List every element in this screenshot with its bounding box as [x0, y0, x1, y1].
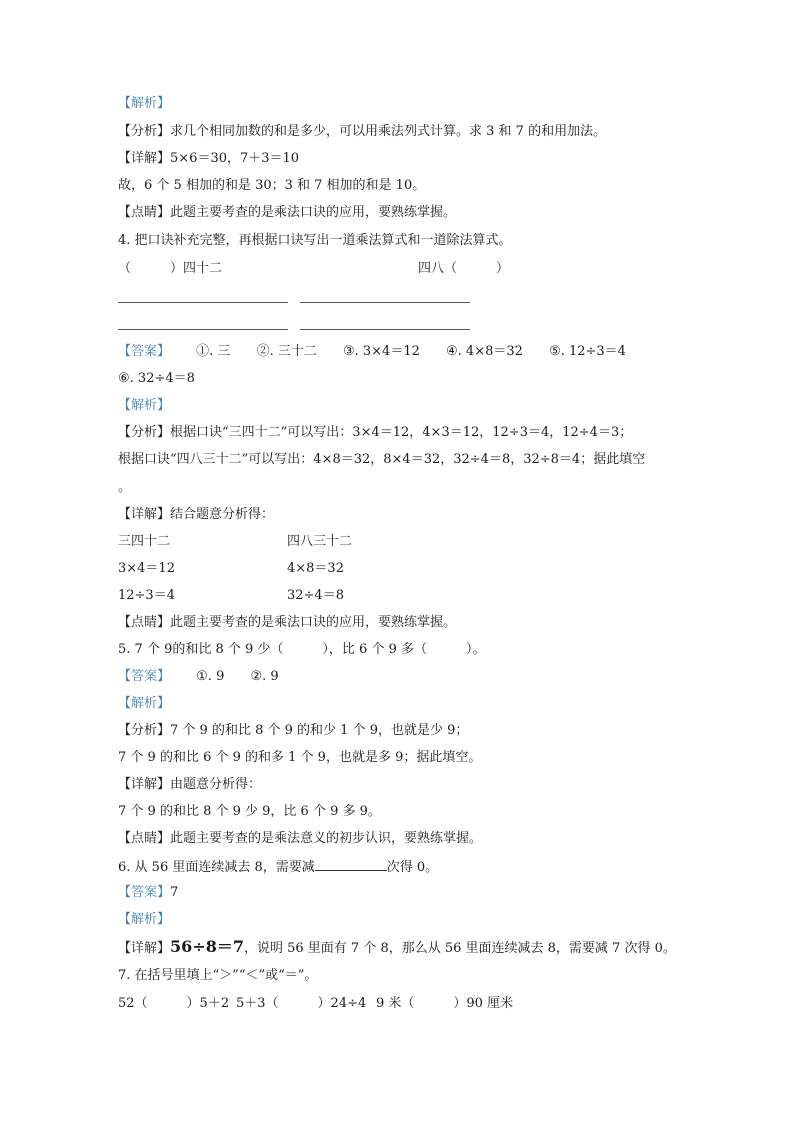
q7-item-1[interactable]: 52（ ）5＋2 — [118, 996, 230, 1011]
q3-xiangjie — [118, 151, 299, 167]
q4-dianjing — [118, 615, 456, 631]
q7-item-3[interactable]: 9 米（ ）90 厘米 — [376, 996, 514, 1011]
answer-5: ⑤. 12÷3＝4 — [549, 344, 626, 359]
q6-xiangjie — [118, 939, 676, 957]
q4-table-row-3-right: 32÷4＝8 — [287, 588, 344, 603]
q6-question-b: 次得 0。 — [386, 860, 439, 875]
fenxi-text: 7 个 9 的和比 8 个 9 的和少 1 个 9，也就是少 9； — [170, 723, 469, 738]
dianjing-text: 此题主要考查的是乘法口诀的应用，要熟练掌握。 — [170, 615, 457, 630]
q6-question-a: 6. 从 56 里面连续减去 8，需要减 — [118, 860, 315, 875]
q5-jiexi-label: 【解析】 — [118, 696, 171, 711]
q4-question: 4. 把口诀补充完整，再根据口诀写出一道乘法算式和一道除法算式。 — [118, 233, 512, 248]
q4-fenxi-3: 。 — [118, 480, 132, 495]
xiangjie-text: ，说明 56 里面有 7 个 8，那么从 56 里面连续减去 8，需要减 7 次得 0。 — [243, 941, 676, 956]
fenxi-tag: 【分析】 — [118, 723, 171, 738]
q3-fenxi — [118, 124, 606, 140]
q7-item-2[interactable]: 5＋3（ ）24÷4 — [236, 996, 367, 1011]
xiangjie-formula: 56÷8＝7 — [170, 937, 244, 956]
answer-value: 7 — [170, 885, 179, 900]
q4-blank-left[interactable]: （ ）四十二 — [118, 261, 223, 276]
q4-table-row-2-right: 4×8＝32 — [287, 561, 344, 576]
fenxi-tag: 【分析】 — [118, 425, 171, 440]
q5-fenxi-1 — [118, 723, 468, 739]
answer-4: ④. 4×8＝32 — [446, 344, 523, 359]
q3-conclusion: 故，6 个 5 相加的和是 30；3 和 7 相加的和是 10。 — [118, 178, 426, 193]
fenxi-tag: 【分析】 — [118, 124, 171, 139]
xiangjie-tag: 【详解】 — [118, 777, 171, 792]
answer-1: ①. 9 — [196, 669, 225, 684]
q4-answer — [118, 344, 626, 360]
q3-jiexi-label: 【解析】 — [118, 96, 171, 111]
xiangjie-text: 5×6＝30，7＋3＝10 — [170, 151, 300, 166]
q4-jiexi-label: 【解析】 — [118, 398, 171, 413]
xiangjie-tag: 【详解】 — [118, 507, 171, 522]
q4-table-row-1-right: 四八三十二 — [287, 534, 353, 549]
q4-fenxi-1 — [118, 425, 632, 441]
q3-dianjing — [118, 205, 456, 221]
q4-answer-line-4[interactable] — [300, 329, 470, 330]
answer-tag: 【答案】 — [118, 885, 171, 900]
q5-answer — [118, 669, 279, 685]
fenxi-text: 根据口诀“三四十二”可以写出：3×4＝12，4×3＝12，12÷3＝4，12÷4＝3； — [170, 425, 633, 440]
dianjing-text: 此题主要考查的是乘法意义的初步认识，要熟练掌握。 — [170, 831, 483, 846]
answer-1: ①. 三 — [196, 344, 231, 359]
xiangjie-tag: 【详解】 — [118, 941, 171, 956]
q4-answer-line-1[interactable] — [118, 302, 288, 303]
dianjing-tag: 【点睛】 — [118, 831, 171, 846]
xiangjie-text: 结合题意分析得： — [170, 507, 275, 522]
q5-xiangjie — [118, 777, 261, 793]
q4-table-row-2-left: 3×4＝12 — [118, 561, 175, 576]
q5-question: 5. 7 个 9的和比 8 个 9 少（ ），比 6 个 9 多（ ）。 — [118, 642, 486, 657]
fenxi-text: 求几个相同加数的和是多少，可以用乘法列式计算。求 3 和 7 的和用加法。 — [170, 124, 607, 139]
q7-question: 7. 在括号里填上“＞”“＜”或“＝”。 — [118, 968, 318, 983]
dianjing-tag: 【点睛】 — [118, 205, 171, 220]
q4-xiangjie — [118, 507, 274, 523]
q5-conclusion: 7 个 9 的和比 8 个 9 少 9，比 6 个 9 多 9。 — [118, 804, 381, 819]
answer-2: ②. 三十二 — [256, 344, 317, 359]
q6-fill-blank[interactable] — [315, 858, 387, 871]
dianjing-text: 此题主要考查的是乘法口诀的应用，要熟练掌握。 — [170, 205, 457, 220]
q6-jiexi-label: 【解析】 — [118, 912, 171, 927]
q4-table-row-1-left: 三四十二 — [118, 534, 171, 549]
q4-answer-line-2[interactable] — [300, 302, 470, 303]
q4-fenxi-2: 根据口诀“四八三十二”可以写出：4×8＝32，8×4＝32，32÷4＝8，32÷8＝4；据此填空 — [118, 452, 646, 467]
xiangjie-text: 由题意分析得： — [170, 777, 262, 792]
q4-table-row-3-left: 12÷3＝4 — [118, 588, 175, 603]
answer-3: ③. 3×4＝12 — [342, 344, 420, 359]
q5-dianjing — [118, 831, 482, 847]
q6-answer — [118, 885, 178, 901]
q4-answer-6: ⑥. 32÷4＝8 — [118, 371, 195, 386]
q4-answer-line-3[interactable] — [118, 329, 288, 330]
answer-2: ②. 9 — [250, 669, 279, 684]
xiangjie-tag: 【详解】 — [118, 151, 171, 166]
answer-tag: 【答案】 — [118, 669, 171, 684]
answer-tag: 【答案】 — [118, 344, 171, 359]
dianjing-tag: 【点睛】 — [118, 615, 171, 630]
q6-question — [118, 858, 438, 876]
q5-fenxi-2: 7 个 9 的和比 6 个 9 的和多 1 个 9，也就是多 9；据此填空。 — [118, 750, 482, 765]
q4-blank-right[interactable]: 四八（ ） — [418, 261, 510, 276]
